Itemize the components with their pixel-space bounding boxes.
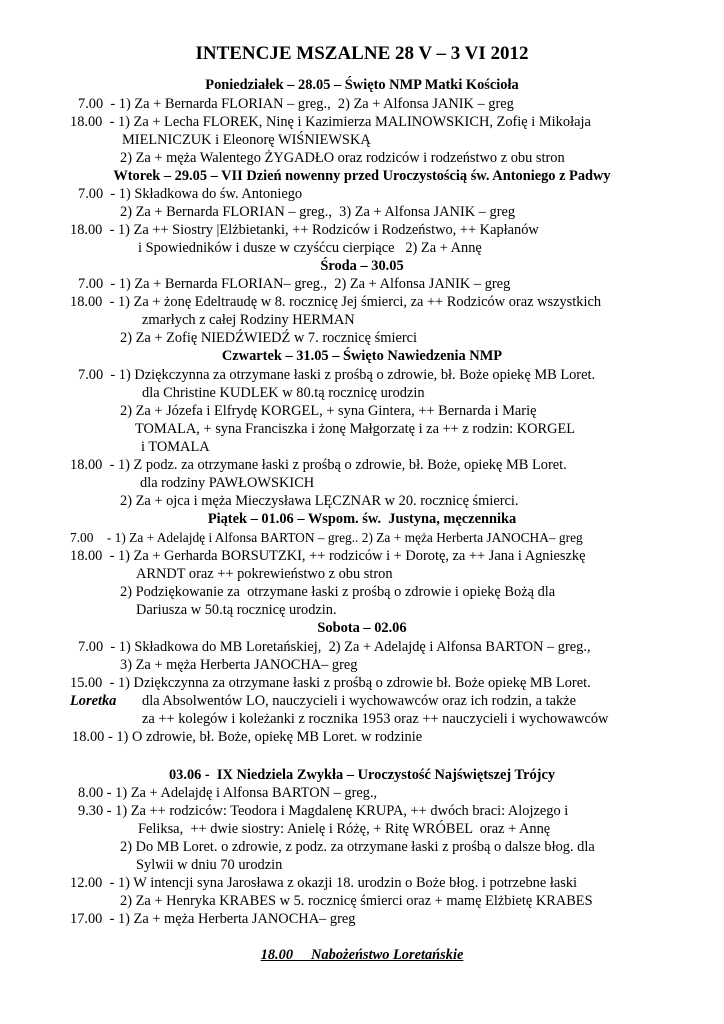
intention-line: 7.00 - 1) Za + Adelajdę i Alfonsa BARTON – greg.. 2) Za + męża Herberta JANOCHA– greg	[70, 530, 583, 545]
intention-line: 18.00 - 1) O zdrowie, bł. Boże, opiekę MB Loret. w rodzinie	[72, 729, 423, 745]
intention-line: 9.30 - 1) Za ++ rodziców: Teodora i Magdalenę KRUPA, ++ dwóch braci: Alojzego i	[78, 803, 569, 819]
intention-line: 2) Za + Zofię NIEDŹWIEDŹ w 7. rocznicę śmierci	[120, 330, 418, 346]
footer-label: Nabożeństwo Loretańskie	[311, 947, 464, 963]
intention-line: dla rodziny PAWŁOWSKICH	[140, 475, 315, 491]
intention-line: 7.00 - 1) Składkowa do MB Loretańskiej, 2) Za + Adelajdę i Alfonsa BARTON – greg.,	[78, 639, 591, 655]
intention-line: i Spowiedników i dusze w czyśćcu cierpiące 2) Za + Annę	[138, 240, 482, 256]
intention-line: 18.00 - 1) Za + Lecha FLOREK, Ninę i Kazimierza MALINOWSKICH, Zofię i Mikołaja	[70, 114, 591, 130]
day-header-sunday: 03.06 - IX Niedziela Zwykła – Uroczystość Najświętszej Trójcy	[168, 767, 556, 783]
footer-service	[0, 946, 724, 964]
intention-line: MIELNICZUK i Eleonorę WIŚNIEWSKĄ	[122, 132, 371, 148]
page-title: INTENCJE MSZALNE 28 V – 3 VI 2012	[195, 43, 529, 64]
intention-line: 2) Za + Bernarda FLORIAN – greg., 3) Za + Alfonsa JANIK – greg	[120, 204, 516, 220]
intention-line: 2) Podziękowanie za otrzymane łaski z prośbą o zdrowie i opiekę Bożą dla	[120, 584, 556, 600]
intention-line: 7.00 - 1) Za + Bernarda FLORIAN– greg., 2) Za + Alfonsa JANIK – greg	[78, 276, 511, 292]
intention-line: 17.00 - 1) Za + męża Herberta JANOCHA– greg	[70, 911, 356, 927]
intention-line: 2) Za + ojca i męża Mieczysława LĘCZNAR w 20. rocznicę śmierci.	[120, 493, 519, 509]
footer-time: 18.00	[260, 947, 294, 963]
day-header-tuesday: Wtorek – 29.05 – VII Dzień nowenny przed Uroczystością św. Antoniego z Padwy	[113, 168, 611, 184]
intention-line: 7.00 - 1) Za + Bernarda FLORIAN – greg., 2) Za + Alfonsa JANIK – greg	[78, 96, 514, 112]
intention-line: 2) Za + Henryka KRABES w 5. rocznicę śmierci oraz + mamę Elżbietę KRABES	[120, 893, 593, 909]
intention-line: 12.00 - 1) W intencji syna Jarosława z okazji 18. urodzin o Boże błog. i potrzebne łaski	[70, 875, 578, 891]
day-header-friday: Piątek – 01.06 – Wspom. św. Justyna, męczennika	[207, 511, 517, 527]
day-header-thursday: Czwartek – 31.05 – Święto Nawiedzenia NMP	[221, 348, 503, 364]
intention-line: 2) Za + Józefa i Elfrydę KORGEL, + syna Gintera, ++ Bernarda i Marię	[120, 403, 537, 419]
intention-line: za ++ kolegów i koleżanki z rocznika 1953 oraz ++ nauczycieli i wychowawców	[142, 711, 609, 727]
intention-line: 18.00 - 1) Za + żonę Edeltraudę w 8. rocznicę Jej śmierci, za ++ Rodziców oraz wszystkich	[70, 294, 602, 310]
intention-line: Feliksa, ++ dwie siostry: Anielę i Różę, + Ritę WRÓBEL oraz + Annę	[138, 821, 551, 837]
intention-line: ARNDT oraz ++ pokrewieństwo z obu stron	[136, 566, 393, 582]
day-header-wednesday: Środa – 30.05	[320, 258, 404, 274]
day-header-monday: Poniedziałek – 28.05 – Święto NMP Matki Kościoła	[205, 77, 519, 93]
intention-line: zmarłych z całej Rodziny HERMAN	[142, 312, 355, 328]
intention-line: 2) Do MB Loret. o zdrowie, z podz. za otrzymane łaski z prośbą o dalsze błog. dla	[120, 839, 595, 855]
intention-line: 18.00 - 1) Z podz. za otrzymane łaski z prośbą o zdrowie, bł. Boże, opiekę MB Loret.	[70, 457, 567, 473]
intention-line: dla Christine KUDLEK w 80.tą rocznicę urodzin	[142, 385, 425, 401]
intention-line: 18.00 - 1) Za + Gerharda BORSUTZKI, ++ rodziców i + Dorotę, za ++ Jana i Agnieszkę	[70, 548, 586, 564]
day-header-saturday: Sobota – 02.06	[317, 620, 407, 636]
intention-line: 7.00 - 1) Dziękczynna za otrzymane łaski z prośbą o zdrowie, bł. Boże opiekę MB Loret.	[78, 367, 596, 383]
intention-line: 3) Za + męża Herberta JANOCHA– greg	[120, 657, 358, 673]
intention-line: Dariusza w 50.tą rocznicę urodzin.	[136, 602, 337, 618]
intention-line: 15.00 - 1) Dziękczynna za otrzymane łaski z prośbą o zdrowie bł. Boże opiekę MB Loret.	[70, 675, 591, 691]
intention-line: i TOMALA	[141, 439, 210, 455]
intention-line: Sylwii w dniu 70 urodzin	[136, 857, 283, 873]
intention-line: TOMALA, + syna Franciszka i żonę Małgorzatę i za ++ z rodzin: KORGEL	[135, 421, 576, 437]
intention-line: 7.00 - 1) Składkowa do św. Antoniego	[78, 186, 303, 202]
intention-line: 2) Za + męża Walentego ŻYGADŁO oraz rodziców i rodzeństwo z obu stron	[120, 150, 565, 166]
intention-line: 8.00 - 1) Za + Adelajdę i Alfonsa BARTON – greg.,	[78, 785, 378, 801]
location-label: Loretka	[70, 693, 117, 709]
intention-line: 18.00 - 1) Za ++ Siostry |Elżbietanki, ++ Rodziców i Rodzeństwo, ++ Kapłanów	[70, 222, 539, 238]
intention-line: dla Absolwentów LO, nauczycieli i wychowawców oraz ich rodzin, a także	[142, 693, 576, 709]
